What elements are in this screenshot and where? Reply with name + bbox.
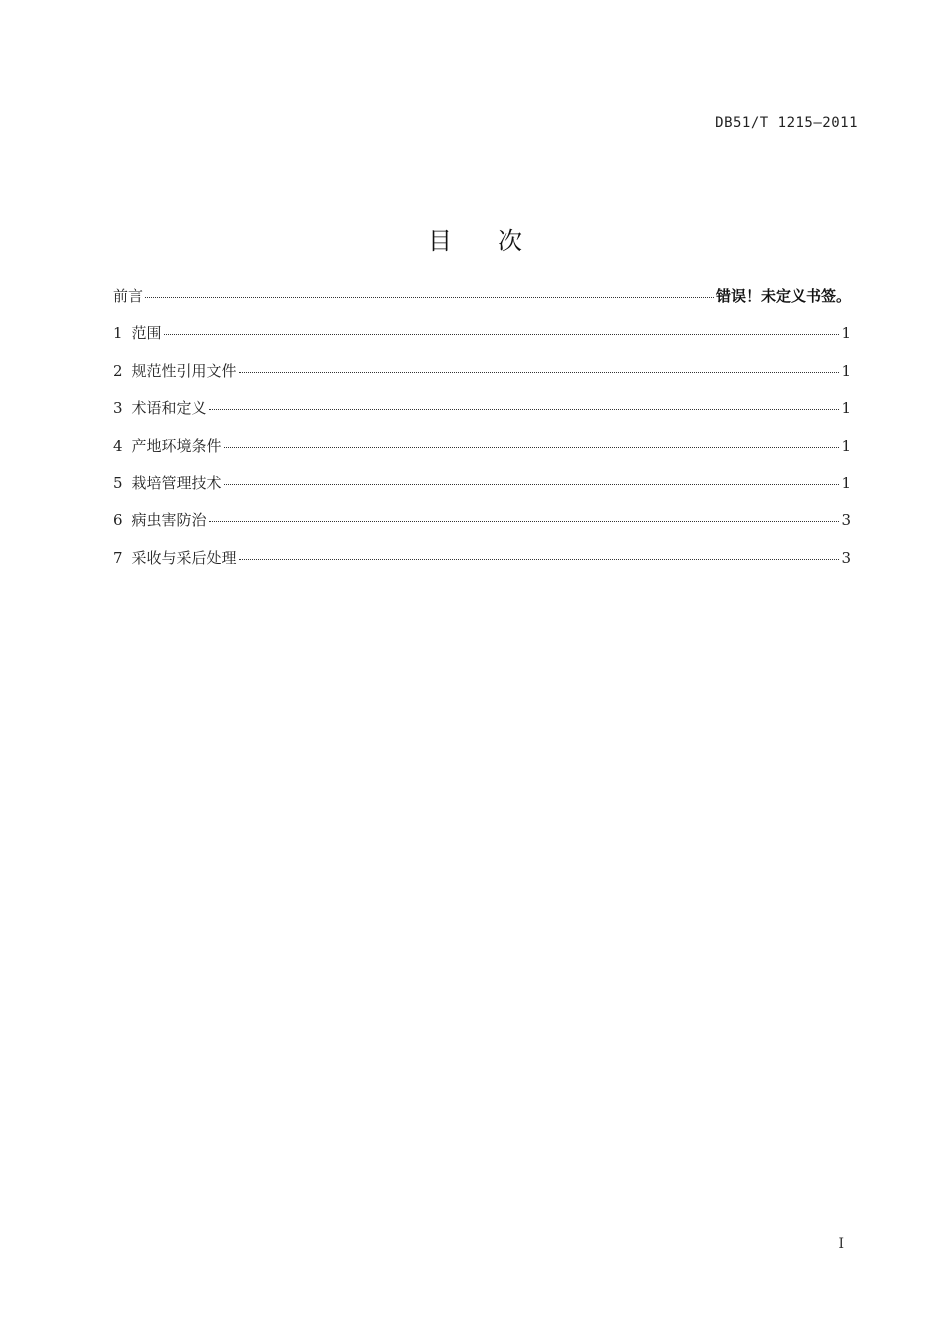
toc-entry-page: 1 bbox=[841, 473, 851, 492]
toc-leader-dots bbox=[224, 447, 840, 448]
toc-entry-number: 7 bbox=[113, 548, 123, 567]
toc-entry-page: 3 bbox=[841, 511, 851, 530]
toc-entry-number: 5 bbox=[113, 473, 123, 492]
toc-entry-label: 病虫害防治 bbox=[131, 511, 207, 530]
toc-entry-scope[interactable] bbox=[113, 322, 851, 359]
toc-entry-page: 错误！未定义书签。 bbox=[715, 287, 851, 305]
toc-title bbox=[0, 221, 950, 256]
toc-title-part2: 次 bbox=[498, 227, 522, 256]
toc-leader-dots bbox=[224, 484, 840, 485]
toc-entry-number: 3 bbox=[113, 399, 123, 418]
toc-entry-page: 3 bbox=[841, 548, 851, 567]
document-code: DB51/T 1215—2011 bbox=[715, 115, 858, 131]
toc-entry-foreword[interactable] bbox=[113, 285, 851, 322]
toc-entry-environment-conditions[interactable] bbox=[113, 435, 851, 472]
toc-list bbox=[113, 285, 851, 584]
toc-entry-page: 1 bbox=[841, 361, 851, 380]
toc-entry-number: 6 bbox=[113, 511, 123, 530]
toc-entry-number: 1 bbox=[113, 324, 123, 343]
page-number: I bbox=[838, 1236, 844, 1252]
toc-entry-cultivation-management[interactable] bbox=[113, 472, 851, 509]
toc-entry-number: 4 bbox=[113, 436, 123, 455]
toc-leader-dots bbox=[239, 559, 840, 560]
toc-entry-label: 规范性引用文件 bbox=[131, 361, 237, 380]
toc-entry-number: 2 bbox=[113, 361, 123, 380]
toc-entry-page: 1 bbox=[841, 399, 851, 418]
toc-entry-normative-references[interactable] bbox=[113, 360, 851, 397]
toc-entry-page: 1 bbox=[841, 324, 851, 343]
toc-title-part1: 目 bbox=[428, 227, 452, 256]
toc-leader-dots bbox=[164, 334, 840, 335]
toc-entry-harvest-postharvest[interactable] bbox=[113, 547, 851, 584]
toc-entry-pest-control[interactable] bbox=[113, 509, 851, 546]
toc-leader-dots bbox=[209, 521, 840, 522]
toc-entry-label: 术语和定义 bbox=[131, 399, 207, 418]
toc-entry-label: 范围 bbox=[131, 324, 162, 343]
toc-leader-dots bbox=[145, 297, 714, 298]
toc-entry-terms-definitions[interactable] bbox=[113, 397, 851, 434]
toc-entry-label: 前言 bbox=[113, 287, 144, 305]
toc-entry-label: 栽培管理技术 bbox=[131, 473, 222, 492]
toc-leader-dots bbox=[209, 409, 840, 410]
toc-entry-label: 采收与采后处理 bbox=[131, 548, 237, 567]
toc-leader-dots bbox=[239, 372, 840, 373]
toc-entry-page: 1 bbox=[841, 436, 851, 455]
toc-entry-label: 产地环境条件 bbox=[131, 436, 222, 455]
